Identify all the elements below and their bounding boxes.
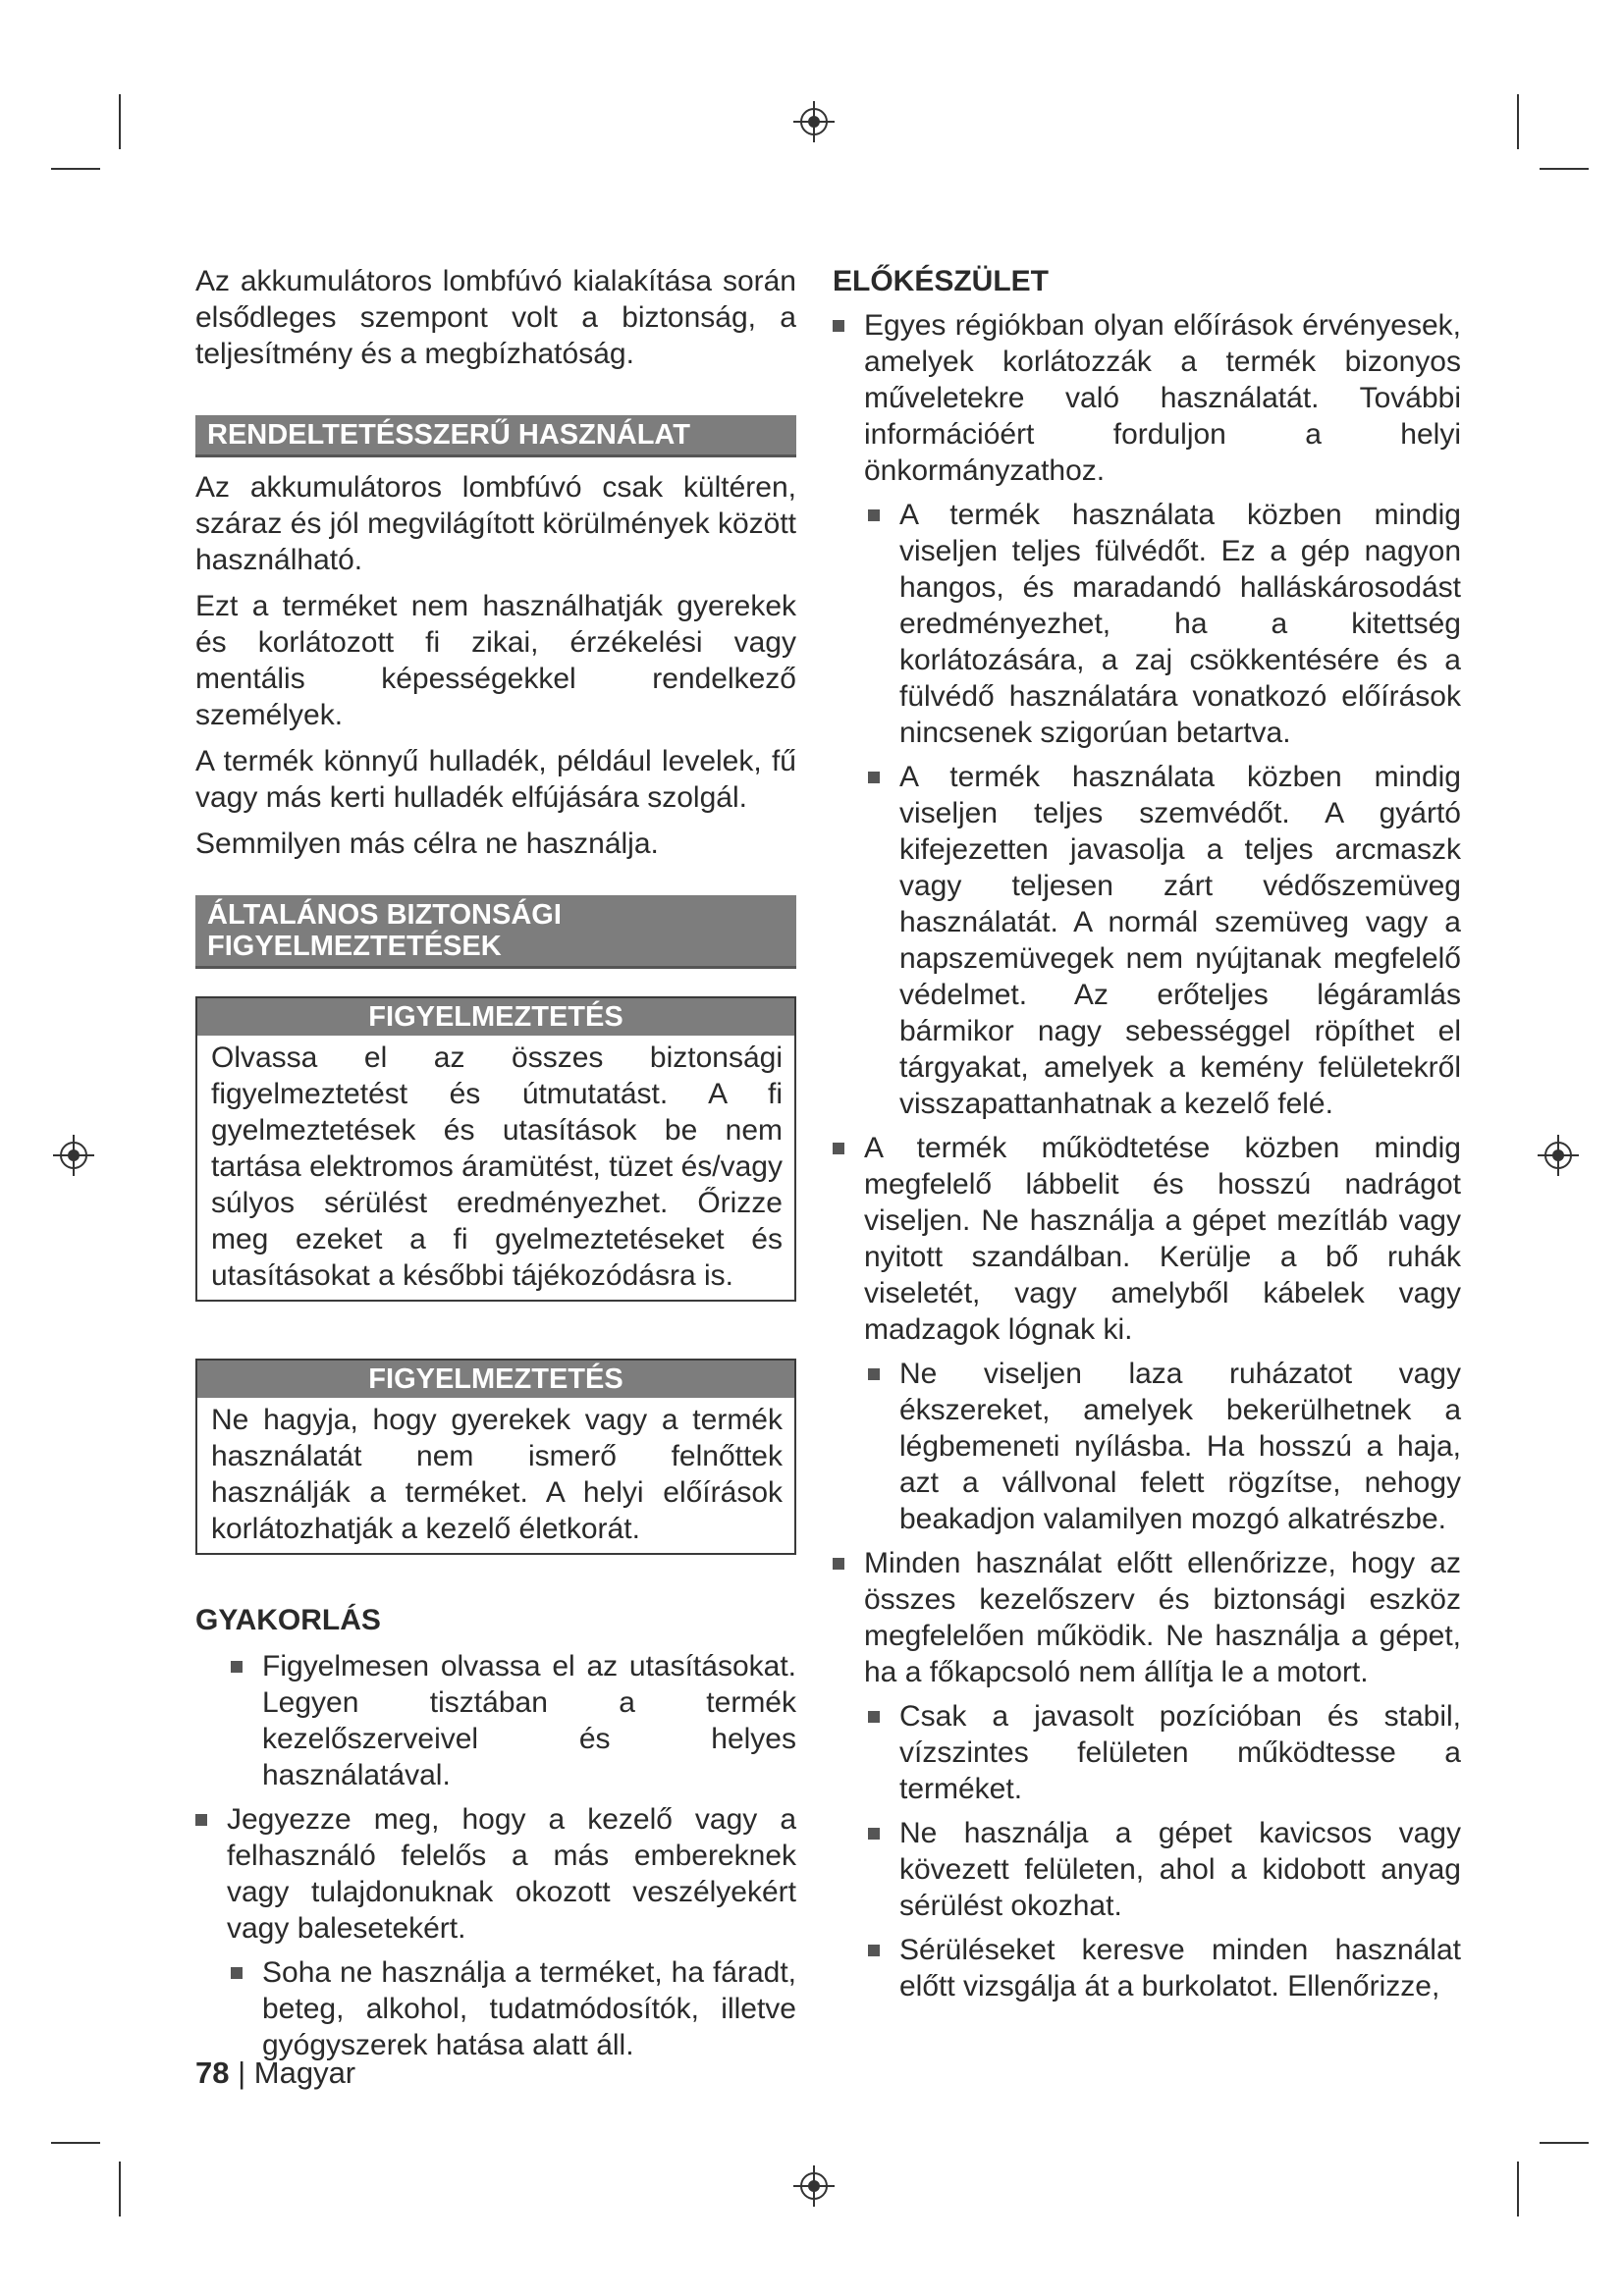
warning-text: Ne hagyja, hogy gyerekek vagy a termék használatát nem ismerő felnőttek használják a terméket. A helyi előírások korlátozhatják a kezelő életkorát.: [211, 1404, 783, 1545]
bullet-icon: [231, 1967, 243, 1979]
list-item: Csak a javasolt pozícióban és stabil, vízszintes felületen működtesse a terméket.: [833, 1698, 1461, 1807]
crop-mark: [1540, 168, 1589, 170]
registration-mark-icon: [1538, 1135, 1579, 1176]
crop-mark: [1517, 94, 1519, 149]
bullet-icon: [868, 1945, 880, 1956]
crop-mark: [51, 168, 100, 170]
bullet-icon: [868, 772, 880, 783]
bullet-icon: [833, 1143, 844, 1154]
right-column: [833, 263, 1461, 2004]
paragraph: Semmilyen más célra ne használja.: [195, 828, 659, 860]
paragraph: A termék könnyű hulladék, például levelek, fű vagy más kerti hulladék elfújására szolgál.: [195, 745, 796, 814]
crop-mark: [1517, 2162, 1519, 2216]
list-item: A termék működtetése közben mindig megfelelő lábbelit és hosszú nadrágot viseljen. Ne használja a gépet mezítláb vagy nyitott szandálban. Kerülje a bő ruhák viseletét, vagy amelyből kábelek vagy madzagok lógnak ki.: [833, 1130, 1461, 1348]
bullet-icon: [868, 1711, 880, 1723]
crop-mark: [1540, 2142, 1589, 2144]
crop-mark: [51, 2142, 100, 2144]
list-item: A termék használata közben mindig viseljen teljes fülvédőt. Ez a gép nagyon hangos, és maradandó halláskárosodást eredményezhet, ha a kitettség korlátozására, a zaj csökkentésére és a fülvédő használatára vonatkozó előírások nincsenek szigorúan betartva.: [833, 497, 1461, 751]
list-item: Figyelmesen olvassa el az utasításokat. Legyen tisztában a termék kezelőszerveivel és helyes használatával.: [195, 1648, 796, 1793]
list-item: Ne viseljen laza ruházatot vagy ékszereket, amelyek bekerülhetnek a légbemeneti nyílásba. Ha hosszú a haja, azt a vállvonal felett rögzítse, nehogy beakadjon valamilyen mozgó alkatrészbe.: [833, 1356, 1461, 1537]
warning-box: [195, 996, 796, 1302]
training-heading: GYAKORLÁS: [195, 1604, 381, 1636]
crop-mark: [119, 94, 121, 149]
intro-paragraph: Az akkumulátoros lombfúvó kialakítása során elsődleges szempont volt a biztonság, a teljesítmény és a megbízhatóság.: [195, 265, 796, 370]
bullet-icon: [868, 1368, 880, 1380]
bullet-icon: [231, 1661, 243, 1673]
warning-box: [195, 1359, 796, 1555]
section-heading-general-safety: ÁLTALÁNOS BIZTONSÁGI FIGYELMEZTETÉSEK: [195, 895, 796, 969]
bullet-icon: [833, 320, 844, 332]
bullet-icon: [833, 1558, 844, 1570]
warning-title: FIGYELMEZTETÉS: [197, 998, 794, 1036]
list-item: Minden használat előtt ellenőrizze, hogy az összes kezelőszerv és biztonsági eszköz megfelelően működik. Ne használja a gépet, ha a főkapcsoló nem állítja le a motort.: [833, 1545, 1461, 1690]
registration-mark-icon: [793, 2165, 835, 2207]
section-heading-intended-use: RENDELTETÉSSZERŰ HASZNÁLAT: [195, 415, 796, 457]
registration-mark-icon: [793, 101, 835, 142]
bullet-icon: [195, 1814, 207, 1826]
crop-mark: [119, 2162, 121, 2216]
warning-text: Olvassa el az összes biztonsági figyelmeztetést és útmutatást. A fi gyelmeztetések és utasítások be nem tartása elektromos áramütést, tüzet és/vagy súlyos sérülést eredményezhet. Őrizze meg ezeket a fi gyelmeztetéseket és utasításokat a későbbi tájékozódásra is.: [211, 1041, 783, 1292]
page-footer: [195, 2056, 355, 2091]
paragraph: Az akkumulátoros lombfúvó csak kültéren, száraz és jól megvilágított körülmények között használható.: [195, 471, 796, 576]
list-item: Ne használja a gépet kavicsos vagy kövezett felületen, ahol a kidobott anyag sérülést okozhat.: [833, 1815, 1461, 1924]
paragraph: Ezt a terméket nem használhatják gyerekek és korlátozott fi zikai, érzékelési vagy mentális képességekkel rendelkező személyek.: [195, 590, 796, 731]
warning-title: FIGYELMEZTETÉS: [197, 1361, 794, 1398]
list-item: Jegyezze meg, hogy a kezelő vagy a felhasználó felelős a más embereknek vagy tulajdonuknak okozott veszélyekért vagy balesetekért.: [195, 1801, 796, 1947]
list-item: Soha ne használja a terméket, ha fáradt, beteg, alkohol, tudatmódosítók, illetve gyógyszerek hatása alatt áll.: [195, 1954, 796, 2063]
bullet-icon: [868, 509, 880, 521]
footer-separator: |: [229, 2056, 254, 2090]
page-number: 78: [195, 2056, 230, 2090]
list-item: A termék használata közben mindig viseljen teljes szemvédőt. A gyártó kifejezetten javasolja a teljes arcmaszk vagy teljesen zárt védőszemüveg használatát. A normál szemüveg vagy a napszemüvegek nem nyújtanak megfelelő védelmet. Az erőteljes légáramlás bármikor nagy sebességgel röpíthet el tárgyakat, amelyek a kemény felületekről visszapattanhatnak a kezelő felé.: [833, 759, 1461, 1122]
registration-mark-icon: [53, 1135, 94, 1176]
left-column: [195, 263, 796, 2063]
list-item: Egyes régiókban olyan előírások érvényesek, amelyek korlátozzák a termék bizonyos műveletekre való használatát. További információért forduljon a helyi önkormányzathoz.: [833, 307, 1461, 489]
preparation-heading: ELŐKÉSZÜLET: [833, 265, 1050, 297]
footer-language: Magyar: [253, 2056, 356, 2090]
list-item: Sérüléseket keresve minden használat előtt vizsgálja át a burkolatot. Ellenőrizze,: [833, 1932, 1461, 2004]
bullet-icon: [868, 1828, 880, 1840]
